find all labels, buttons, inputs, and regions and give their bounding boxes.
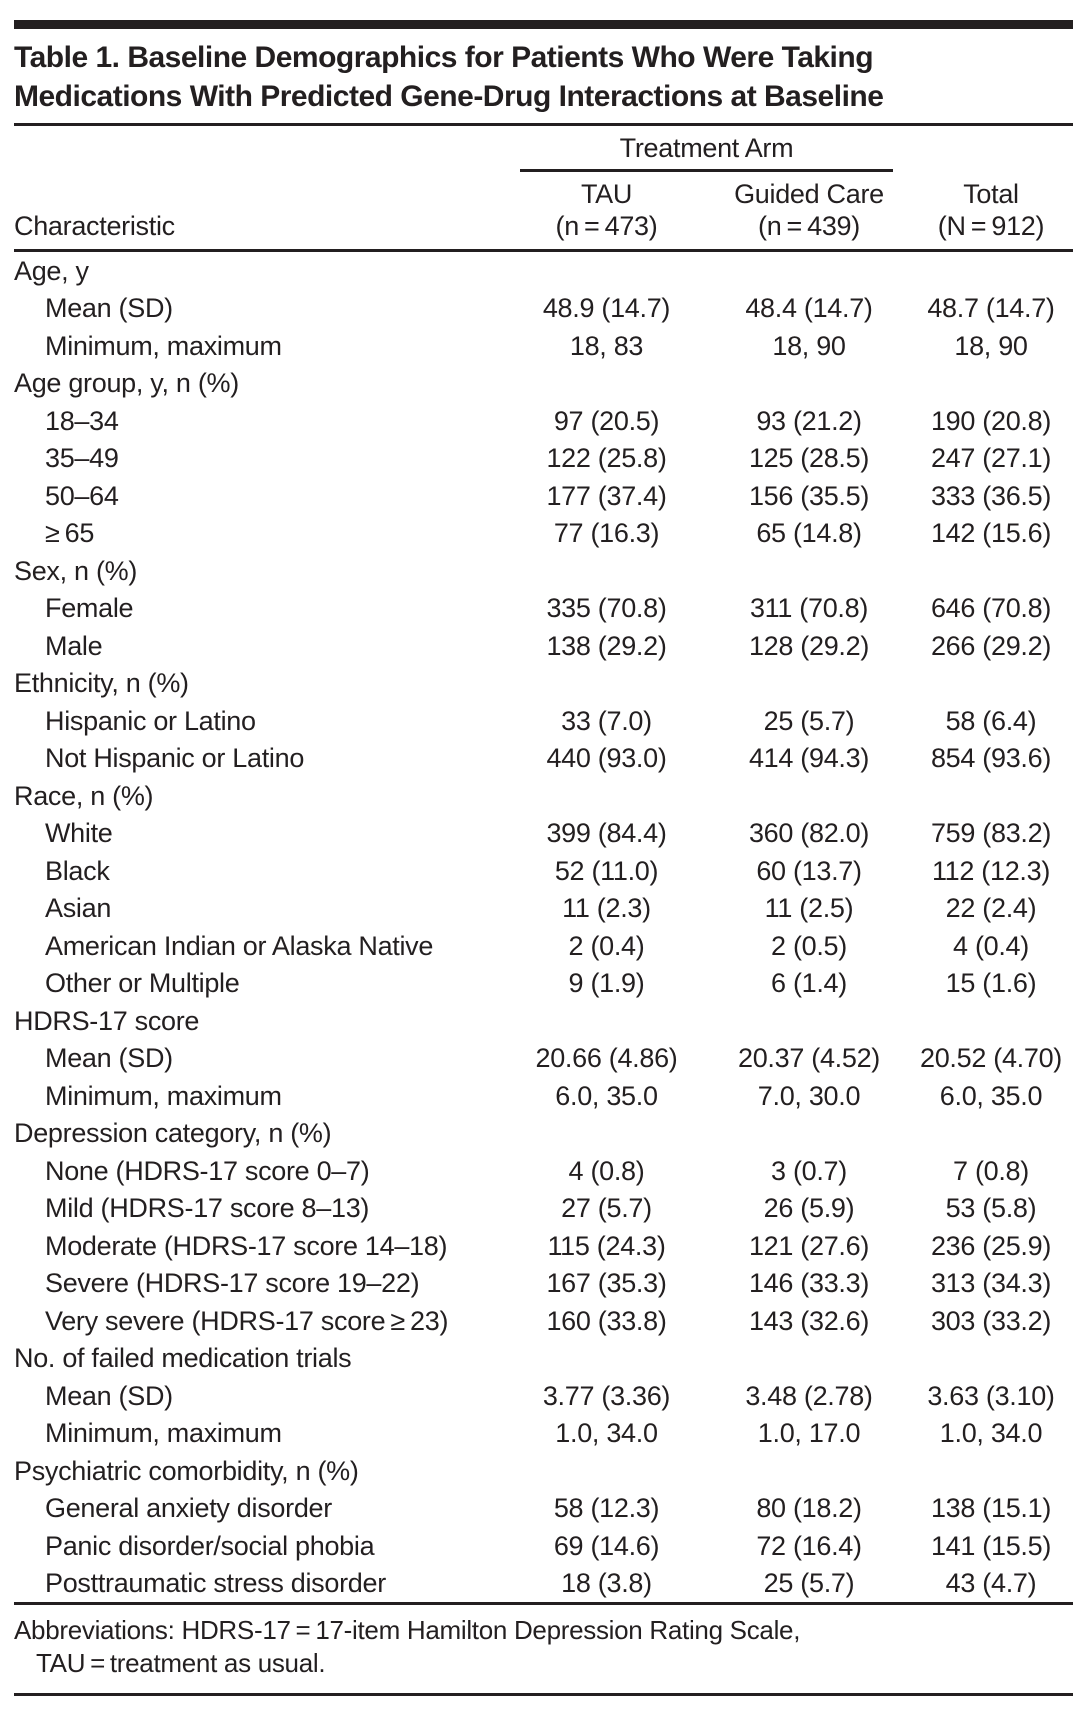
cell-value-guided-care: 125 (28.5): [748, 443, 870, 474]
row-label: Black: [45, 855, 110, 886]
cell-value-tau: 52 (11.0): [554, 855, 659, 886]
cell-value-guided-care: 2 (0.5): [771, 930, 847, 961]
cell-value-tau: 97 (20.5): [553, 405, 660, 436]
cell-value-guided-care: 311 (70.8): [749, 593, 869, 624]
table-row: [14, 890, 1073, 928]
cell-value-tau: 335 (70.8): [546, 593, 667, 624]
row-label: ≥ 65: [45, 518, 95, 549]
cell-value-guided-care: 25 (5.7): [763, 705, 855, 736]
cell-value-guided-care: 7.0, 30.0: [757, 1080, 861, 1111]
table-row: [14, 402, 1073, 440]
cell-value-tau: 122 (25.8): [546, 443, 667, 474]
table-row: [14, 1415, 1073, 1453]
row-label: Female: [45, 593, 134, 624]
table-section-row: [14, 365, 1073, 403]
cell-value-guided-care: 146 (33.3): [748, 1268, 870, 1299]
table-row: [14, 1040, 1073, 1078]
cell-value-guided-care: 143 (32.6): [748, 1305, 870, 1336]
cell-value-guided-care: 60 (13.7): [756, 855, 862, 886]
table-top-bar: [14, 20, 1073, 29]
cell-value-tau: [504, 251, 709, 290]
table-title-line-2: Medications With Predicted Gene-Drug Interactions at Baseline: [14, 80, 884, 113]
column-header-guided-care-n: (n = 439): [758, 211, 860, 241]
cell-value-total: 333 (36.5): [930, 480, 1052, 511]
row-label: Other or Multiple: [45, 968, 240, 999]
row-label: Minimum, maximum: [45, 330, 282, 361]
cell-value-tau: 3.77 (3.36): [542, 1380, 671, 1411]
cell-value-guided-care: 48.4 (14.7): [745, 293, 873, 324]
cell-value-tau: 20.66 (4.86): [535, 1043, 678, 1074]
cell-value-tau: 160 (33.8): [546, 1305, 667, 1336]
table-row: [14, 740, 1073, 778]
cell-value-guided-care: 93 (21.2): [756, 405, 862, 436]
cell-value-total: [909, 665, 1073, 703]
table-row: [14, 515, 1073, 553]
cell-value-total: 4 (0.4): [953, 930, 1029, 961]
cell-value-total: 3.63 (3.10): [927, 1380, 1055, 1411]
cell-value-tau: 11 (2.3): [562, 893, 651, 924]
cell-value-tau: [504, 777, 709, 815]
cell-value-guided-care: [709, 552, 909, 590]
cell-value-tau: 399 (84.4): [546, 818, 667, 849]
table-title: [14, 29, 1073, 123]
cell-value-total: 854 (93.6): [930, 743, 1052, 774]
cell-value-total: [909, 1340, 1073, 1378]
page-bottom-divider: [14, 1693, 1073, 1696]
table-row: [14, 852, 1073, 890]
cell-value-tau: 9 (1.9): [568, 968, 645, 999]
table-row: [14, 327, 1073, 365]
table-row: [14, 1077, 1073, 1115]
cell-value-guided-care: 3 (0.7): [771, 1155, 847, 1186]
cell-value-guided-care: 26 (5.9): [763, 1193, 855, 1224]
cell-value-total: 247 (27.1): [930, 443, 1052, 474]
row-label: Not Hispanic or Latino: [45, 743, 305, 774]
table-header: [14, 126, 1073, 251]
column-header-tau-n: (n = 473): [555, 211, 658, 241]
row-label: 18–34: [45, 405, 119, 436]
cell-value-tau: 177 (37.4): [546, 480, 667, 511]
row-label: Mean (SD): [45, 1380, 173, 1411]
cell-value-total: 53 (5.8): [945, 1193, 1037, 1224]
cell-value-guided-care: 18, 90: [772, 330, 846, 361]
section-label: HDRS-17 score: [14, 1005, 200, 1036]
cell-value-tau: 115 (24.3): [547, 1230, 666, 1261]
cell-value-total: 303 (33.2): [930, 1305, 1052, 1336]
row-label: Mean (SD): [45, 1043, 173, 1074]
cell-value-total: 646 (70.8): [930, 593, 1052, 624]
cell-value-tau: 18, 83: [569, 330, 644, 361]
row-label: Posttraumatic stress disorder: [45, 1568, 386, 1599]
group-header-treatment-arm: [504, 126, 909, 172]
column-header-total-n: (N = 912): [937, 211, 1045, 241]
cell-value-guided-care: [709, 1115, 909, 1153]
cell-value-tau: [504, 365, 709, 403]
row-label: Panic disorder/social phobia: [45, 1530, 375, 1561]
group-header-spacer-left: [14, 126, 504, 172]
table-section-row: [14, 777, 1073, 815]
cell-value-tau: 138 (29.2): [546, 630, 667, 661]
cell-value-total: [909, 1452, 1073, 1490]
section-label: No. of failed medication trials: [14, 1343, 352, 1374]
cell-value-guided-care: 25 (5.7): [763, 1568, 855, 1599]
row-label: General anxiety disorder: [45, 1493, 332, 1524]
cell-value-guided-care: [709, 777, 909, 815]
section-label: Age, y: [14, 255, 89, 286]
cell-value-total: 190 (20.8): [930, 405, 1052, 436]
cell-value-total: [909, 552, 1073, 590]
column-header-tau: [504, 172, 709, 251]
table-row: [14, 815, 1073, 853]
cell-value-total: 15 (1.6): [945, 968, 1037, 999]
cell-value-tau: 58 (12.3): [553, 1493, 660, 1524]
table-row: [14, 1190, 1073, 1228]
table-section-row: [14, 1340, 1073, 1378]
cell-value-guided-care: [709, 665, 909, 703]
cell-value-tau: [504, 1002, 709, 1040]
column-header-tau-name: TAU: [580, 179, 633, 209]
cell-value-tau: 2 (0.4): [568, 930, 645, 961]
row-label: Very severe (HDRS-17 score ≥ 23): [45, 1305, 449, 1336]
cell-value-tau: 69 (14.6): [553, 1530, 660, 1561]
cell-value-tau: 6.0, 35.0: [555, 1080, 658, 1111]
cell-value-guided-care: [709, 1340, 909, 1378]
row-label: Asian: [45, 893, 112, 924]
cell-value-tau: 440 (93.0): [546, 743, 667, 774]
section-label: Depression category, n (%): [14, 1118, 332, 1149]
cell-value-tau: 48.9 (14.7): [542, 293, 671, 324]
cell-value-tau: [504, 1452, 709, 1490]
group-header-label: Treatment Arm: [520, 132, 893, 172]
row-label: None (HDRS-17 score 0–7): [45, 1155, 370, 1186]
cell-value-guided-care: 156 (35.5): [748, 480, 870, 511]
cell-value-total: 48.7 (14.7): [927, 293, 1055, 324]
cell-value-tau: [504, 1115, 709, 1153]
cell-value-tau: 33 (7.0): [561, 705, 652, 736]
cell-value-tau: 18 (3.8): [561, 1568, 652, 1599]
cell-value-total: [909, 777, 1073, 815]
table-section-row: [14, 1452, 1073, 1490]
table-row: [14, 1227, 1073, 1265]
cell-value-total: 138 (15.1): [930, 1493, 1052, 1524]
cell-value-guided-care: 20.37 (4.52): [738, 1043, 880, 1074]
cell-value-total: 20.52 (4.70): [920, 1043, 1062, 1074]
table-row: [14, 290, 1073, 328]
cell-value-guided-care: [709, 1452, 909, 1490]
cell-value-total: [909, 251, 1073, 290]
cell-value-guided-care: 11 (2.5): [764, 893, 854, 924]
column-header-guided-care: [709, 172, 909, 251]
table-row: [14, 1152, 1073, 1190]
table-row: [14, 590, 1073, 628]
row-label: 35–49: [45, 443, 119, 474]
row-label: Hispanic or Latino: [45, 705, 256, 736]
column-header-characteristic: Characteristic: [14, 172, 504, 251]
cell-value-tau: 4 (0.8): [568, 1155, 645, 1186]
cell-value-total: 141 (15.5): [930, 1530, 1052, 1561]
footnote-line-2: TAU = treatment as usual.: [36, 1648, 326, 1678]
cell-value-guided-care: 121 (27.6): [748, 1230, 870, 1261]
cell-value-total: 759 (83.2): [930, 818, 1052, 849]
cell-value-guided-care: 72 (16.4): [756, 1530, 862, 1561]
section-label: Ethnicity, n (%): [14, 668, 189, 699]
cell-value-tau: [504, 665, 709, 703]
cell-value-guided-care: [709, 251, 909, 290]
cell-value-total: 112 (12.3): [931, 855, 1051, 886]
table-row: [14, 1490, 1073, 1528]
row-label: Moderate (HDRS-17 score 14–18): [45, 1230, 448, 1261]
cell-value-guided-care: 414 (94.3): [748, 743, 870, 774]
table-body: [14, 251, 1073, 1603]
group-header-spacer-right: [909, 126, 1073, 172]
table-section-row: [14, 552, 1073, 590]
table-row: [14, 440, 1073, 478]
cell-value-guided-care: 65 (14.8): [756, 518, 862, 549]
cell-value-tau: 27 (5.7): [561, 1193, 652, 1224]
section-label: Age group, y, n (%): [14, 368, 239, 399]
table-row: [14, 1265, 1073, 1303]
row-label: Minimum, maximum: [45, 1080, 282, 1111]
column-header-guided-care-name: Guided Care: [734, 179, 884, 209]
table-section-row: [14, 665, 1073, 703]
cell-value-total: 266 (29.2): [930, 630, 1052, 661]
row-label: Mean (SD): [45, 293, 173, 324]
table-row: [14, 1377, 1073, 1415]
cell-value-tau: [504, 1340, 709, 1378]
cell-value-tau: 77 (16.3): [553, 518, 660, 549]
cell-value-total: 7 (0.8): [953, 1155, 1029, 1186]
cell-value-tau: 167 (35.3): [546, 1268, 667, 1299]
row-label: 50–64: [45, 480, 119, 511]
column-header-total-name: Total: [963, 179, 1019, 209]
table-row: [14, 927, 1073, 965]
cell-value-guided-care: [709, 1002, 909, 1040]
section-label: Psychiatric comorbidity, n (%): [14, 1455, 359, 1486]
row-label: American Indian or Alaska Native: [45, 930, 434, 961]
cell-value-total: [909, 365, 1073, 403]
table-row: [14, 1302, 1073, 1340]
group-header-row: [14, 126, 1073, 172]
table-row: [14, 702, 1073, 740]
cell-value-total: 22 (2.4): [945, 893, 1037, 924]
cell-value-total: [909, 1002, 1073, 1040]
table-row: [14, 965, 1073, 1003]
table-row: [14, 1527, 1073, 1565]
row-label: Mild (HDRS-17 score 8–13): [45, 1193, 370, 1224]
cell-value-total: 236 (25.9): [930, 1230, 1052, 1261]
table-row: [14, 477, 1073, 515]
demographics-table: [14, 126, 1073, 1602]
cell-value-guided-care: [709, 365, 909, 403]
cell-value-tau: [504, 552, 709, 590]
cell-value-guided-care: 1.0, 17.0: [757, 1418, 861, 1449]
table-section-row: [14, 1002, 1073, 1040]
cell-value-guided-care: 80 (18.2): [756, 1493, 862, 1524]
section-label: Sex, n (%): [14, 555, 138, 586]
section-label: Race, n (%): [14, 780, 154, 811]
row-label: Minimum, maximum: [45, 1418, 282, 1449]
table-footnote: [14, 1605, 1073, 1693]
cell-value-total: 313 (34.3): [930, 1268, 1052, 1299]
cell-value-guided-care: 6 (1.4): [771, 968, 847, 999]
column-header-row: [14, 172, 1073, 251]
cell-value-total: 43 (4.7): [945, 1568, 1037, 1599]
table-row: [14, 627, 1073, 665]
cell-value-guided-care: 128 (29.2): [748, 630, 870, 661]
table-title-line-1: Table 1. Baseline Demographics for Patients Who Were Taking: [14, 41, 874, 74]
row-label: Severe (HDRS-17 score 19–22): [45, 1268, 420, 1299]
footnote-line-1: Abbreviations: HDRS-17 = 17-item Hamilton Depression Rating Scale,: [14, 1615, 801, 1645]
cell-value-total: 18, 90: [954, 330, 1028, 361]
cell-value-total: [909, 1115, 1073, 1153]
table-row: [14, 1565, 1073, 1603]
cell-value-guided-care: 360 (82.0): [748, 818, 870, 849]
row-label: Male: [45, 630, 103, 661]
row-label: White: [45, 818, 113, 849]
cell-value-total: 1.0, 34.0: [939, 1418, 1043, 1449]
cell-value-total: 58 (6.4): [945, 705, 1037, 736]
table-section-row: [14, 251, 1073, 290]
table-section-row: [14, 1115, 1073, 1153]
cell-value-total: 142 (15.6): [930, 518, 1052, 549]
cell-value-tau: 1.0, 34.0: [555, 1418, 658, 1449]
cell-value-total: 6.0, 35.0: [939, 1080, 1043, 1111]
cell-value-guided-care: 3.48 (2.78): [745, 1380, 873, 1411]
column-header-total: [909, 172, 1073, 251]
